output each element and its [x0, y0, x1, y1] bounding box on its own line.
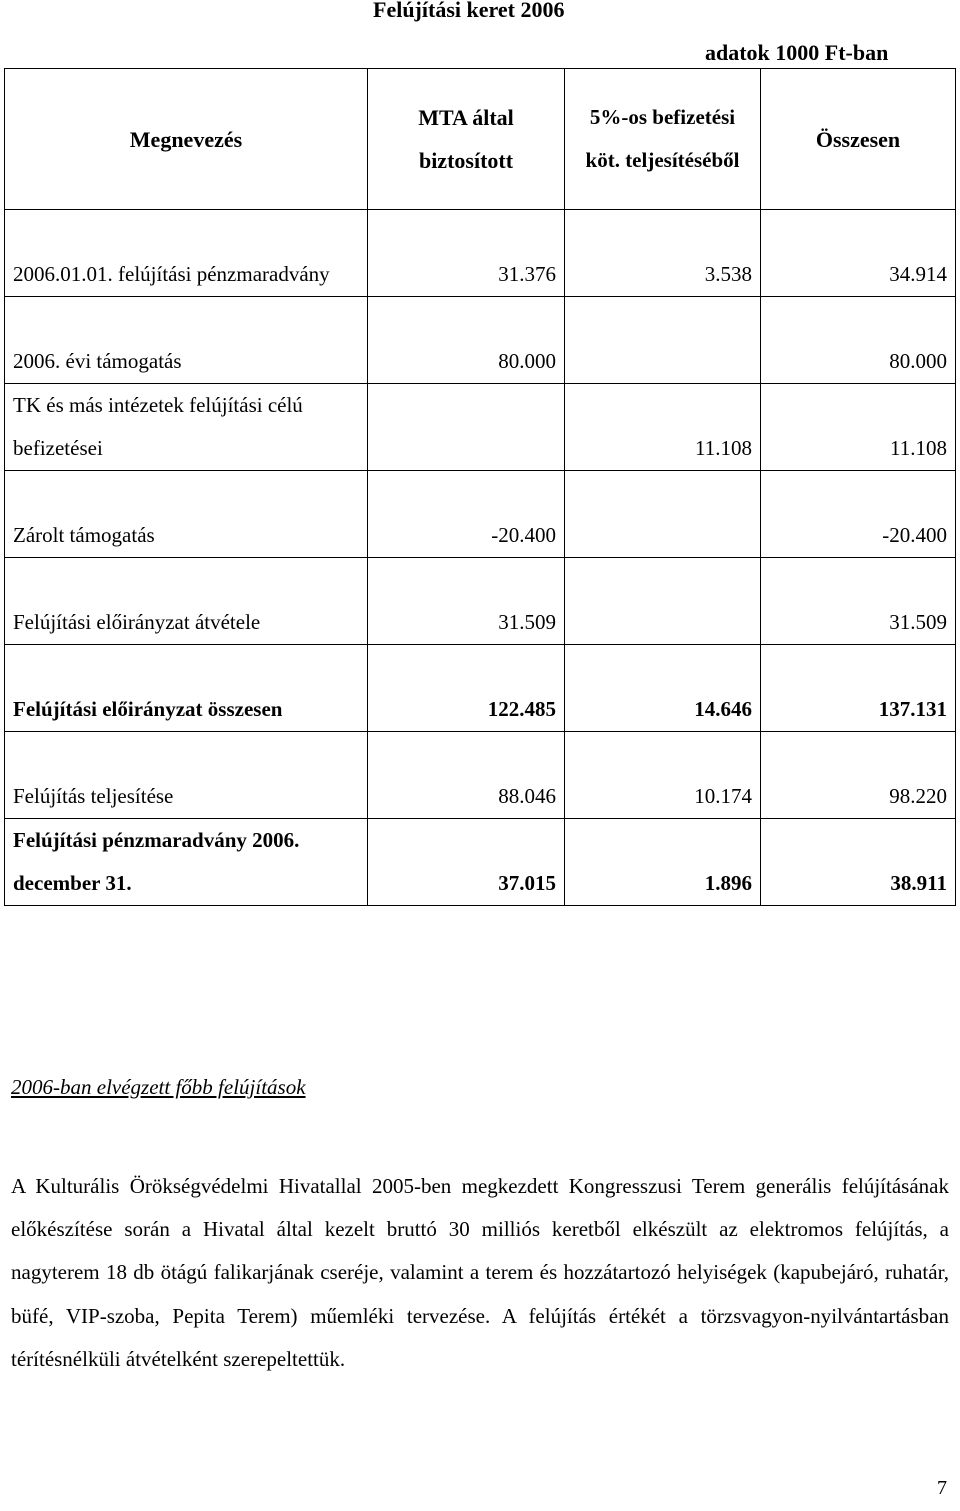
table-row [5, 471, 956, 558]
row-label: Felújítási előirányzat összesen [5, 645, 368, 732]
row-label: Felújítás teljesítése [5, 732, 368, 819]
cell-five-percent: 10.174 [565, 732, 761, 819]
cell-total: 38.911 [761, 819, 956, 906]
cell-five-percent [565, 471, 761, 558]
cell-total: 34.914 [761, 210, 956, 297]
cell-mta: 31.376 [368, 210, 565, 297]
header-name: Megnevezés [5, 69, 368, 210]
page-number: 7 [937, 1477, 947, 1499]
row-label: Zárolt támogatás [5, 471, 368, 558]
cell-mta: 122.485 [368, 645, 565, 732]
section-title: 2006-ban elvégzett főbb felújítások [11, 1075, 306, 1099]
cell-total: -20.400 [761, 471, 956, 558]
cell-five-percent [565, 297, 761, 384]
table-row [5, 819, 956, 906]
row-label: Felújítási előirányzat átvétele [5, 558, 368, 645]
cell-five-percent: 3.538 [565, 210, 761, 297]
cell-five-percent: 11.108 [565, 384, 761, 471]
cell-total: 11.108 [761, 384, 956, 471]
cell-mta [368, 384, 565, 471]
cell-total: 80.000 [761, 297, 956, 384]
header-mta: MTA által biztosított [368, 69, 565, 210]
table-row [5, 297, 956, 384]
cell-mta: 37.015 [368, 819, 565, 906]
body-paragraph: A Kulturális Örökségvédelmi Hivatallal 2005-ben megkezdett Kongresszusi Terem generális felújításának előkészítése során a Hivatal által kezelt bruttó 30 milliós keretből elkészült az elektromos felújítás, a nagyterem 18 db ötágú falikarjának cseréje, valamint a terem és hozzátartozó helyiségek (kapubejáró, ruhatár, büfé, VIP-szoba, Pepita Terem) műemléki tervezése. A felújítás értékét a törzsvagyon-nyilvántartásban térítésnélküli átvételként szerepeltettük. [11, 1174, 949, 1371]
table-row [5, 558, 956, 645]
cell-mta: -20.400 [368, 471, 565, 558]
row-label: TK és más intézetek felújítási célú befizetései [5, 384, 368, 471]
document-title: Felújítási keret 2006 [373, 0, 565, 22]
cell-five-percent: 14.646 [565, 645, 761, 732]
table-row [5, 210, 956, 297]
cell-mta: 88.046 [368, 732, 565, 819]
unit-note: adatok 1000 Ft-ban [705, 40, 889, 65]
cell-total: 31.509 [761, 558, 956, 645]
table-header-row [5, 69, 956, 210]
header-five-percent: 5%-os befizetési köt. teljesítéséből [565, 69, 761, 210]
cell-mta: 31.509 [368, 558, 565, 645]
cell-five-percent: 1.896 [565, 819, 761, 906]
row-label: Felújítási pénzmaradvány 2006. december 31. [5, 819, 368, 906]
cell-total: 137.131 [761, 645, 956, 732]
table-row [5, 645, 956, 732]
table-row [5, 732, 956, 819]
row-label: 2006.01.01. felújítási pénzmaradvány [5, 210, 368, 297]
cell-total: 98.220 [761, 732, 956, 819]
cell-five-percent [565, 558, 761, 645]
header-total: Összesen [761, 69, 956, 210]
cell-mta: 80.000 [368, 297, 565, 384]
budget-table [4, 68, 956, 906]
table-row [5, 384, 956, 471]
row-label: 2006. évi támogatás [5, 297, 368, 384]
